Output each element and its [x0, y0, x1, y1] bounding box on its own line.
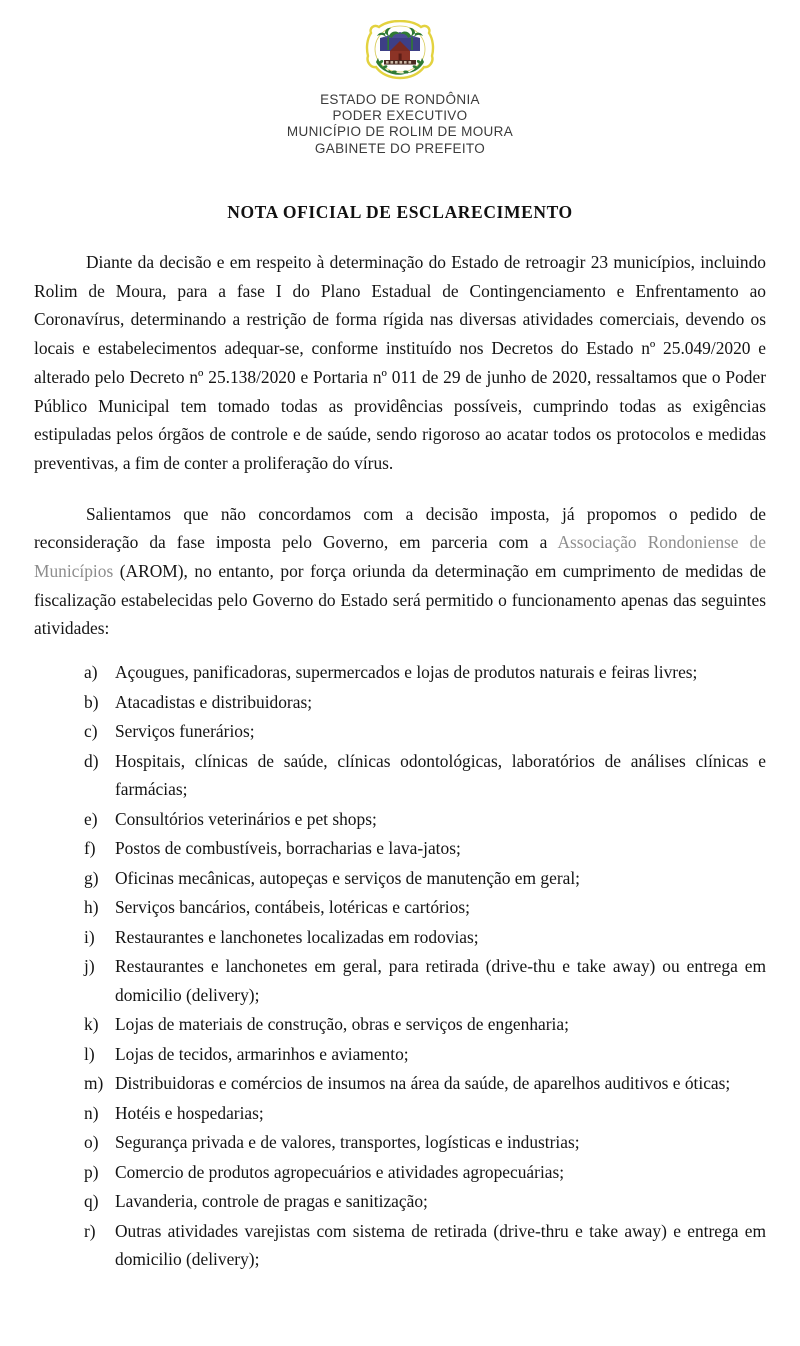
list-item — [84, 952, 766, 1009]
list-item-text: Distribuidoras e comércios de insumos na área da saúde, de aparelhos auditivos e óticas; — [115, 1073, 731, 1093]
list-item — [84, 834, 766, 863]
list-item-marker: h) — [84, 897, 99, 917]
list-item-marker: g) — [84, 867, 99, 888]
list-item-marker: b) — [84, 691, 99, 712]
list-item-marker: o) — [84, 1132, 99, 1152]
list-item-marker: f) — [84, 838, 96, 858]
list-item-marker: j) — [84, 956, 95, 976]
list-item — [84, 1069, 766, 1098]
list-item-marker: q) — [84, 1191, 99, 1211]
paragraph-1: Diante da decisão e em respeito à determinação do Estado de retroagir 23 municípios, incluindo Rolim de Moura, para a fase I do Plano Estadual de Contingenciamento e Enfrentamento ao Coronavírus, determinando a restrição de forma rígida nas diversas atividades comerciais, devendo os locais e estabelecimentos adequar-se, conforme instituído nos Decretos do Estado nº 25.049/2020 e alterado pelo Decreto nº 25.138/2020 e Portaria nº 011 de 29 de junho de 2020, ressaltamos que o Poder Público Municipal tem tomado todas as providências possíveis, cumprindo todas as exigências estipuladas pelos órgãos de controle e de saúde, sendo rigoroso ao acatar todos os protocolos e medidas preventivas, a fim de conter a proliferação do vírus. — [34, 252, 766, 473]
list-item-text: Oficinas mecânicas, autopeças e serviços de manutenção em geral; — [115, 867, 580, 888]
list-item-text: Atacadistas e distribuidoras; — [115, 691, 313, 712]
header-line-office: GABINETE DO PREFEITO — [314, 140, 486, 156]
list-item-marker: l) — [84, 1043, 95, 1064]
list-item-text: Segurança privada e de valores, transportes, logísticas e industrias; — [115, 1132, 580, 1152]
list-item-text: Comercio de produtos agropecuários e atividades agropecuárias; — [115, 1161, 565, 1182]
list-item — [84, 1158, 766, 1187]
list-item-marker: i) — [84, 926, 95, 947]
list-item-text: Hotéis e hospedarias; — [115, 1102, 264, 1123]
list-item-text: Consultórios veterinários e pet shops; — [115, 808, 377, 829]
list-item-text: Postos de combustíveis, borracharias e lava-jatos; — [115, 838, 461, 858]
list-item-text: Serviços bancários, contábeis, lotéricas e cartórios; — [115, 897, 470, 917]
list-item-marker: n) — [84, 1102, 99, 1123]
list-item-text: Lojas de tecidos, armarinhos e aviamento; — [115, 1043, 409, 1064]
list-item-marker: k) — [84, 1014, 99, 1034]
list-item-marker: a) — [84, 662, 98, 682]
document-body — [34, 248, 766, 643]
list-item-marker: e) — [84, 808, 98, 829]
list-item — [84, 923, 766, 952]
list-item — [84, 688, 766, 717]
paragraph-2 — [34, 500, 766, 644]
header-line-municipality: MUNICÍPIO DE ROLIM DE MOURA — [286, 124, 514, 140]
list-item — [84, 1010, 766, 1039]
list-item-text: Açougues, panificadoras, supermercados e lojas de produtos naturais e feiras livres; — [115, 662, 698, 682]
list-item — [84, 747, 766, 804]
list-item-marker: m) — [84, 1073, 104, 1093]
list-item — [84, 1217, 766, 1274]
paragraph-2-text-after: (AROM), no entanto, por força oriunda da determinação em cumprimento de medidas de fiscalização estabelecidas pelo Governo do Estado será permitido o funcionamento apenas das seguintes atividades: — [34, 561, 766, 639]
list-item — [84, 1128, 766, 1157]
list-item-text: Lavanderia, controle de pragas e sanitização; — [115, 1191, 428, 1211]
organization-header — [0, 92, 800, 157]
list-item-marker: c) — [84, 721, 98, 741]
list-item-marker: d) — [84, 750, 99, 771]
list-item — [84, 658, 766, 687]
emblem-container — [0, 20, 800, 82]
list-item-text: Restaurantes e lanchonetes localizadas em rodovias; — [115, 926, 479, 947]
list-item-marker: p) — [84, 1161, 99, 1182]
header-line-state: ESTADO DE RONDÔNIA — [320, 92, 480, 107]
arom-reference: Associação Rondoniense de Municípios — [34, 532, 766, 582]
list-item-text: Serviços funerários; — [115, 721, 255, 741]
page-title: NOTA OFICIAL DE ESCLARECIMENTO — [227, 202, 573, 222]
list-item-text: Restaurantes e lanchonetes em geral, para retirada (drive-thu e take away) ou entrega em domicilio (delivery); — [115, 956, 766, 1005]
list-item-text: Outras atividades varejistas com sistema de retirada (drive-thru e take away) e entrega em domicilio (delivery); — [115, 1220, 766, 1269]
list-item-text: Hospitais, clínicas de saúde, clínicas odontológicas, laboratórios de análises clínicas e farmácias; — [115, 750, 766, 799]
coat-of-arms-icon — [364, 20, 436, 82]
list-item — [84, 717, 766, 746]
list-item-marker: r) — [84, 1220, 96, 1241]
header-line-branch: PODER EXECUTIVO — [332, 108, 468, 124]
list-item — [84, 805, 766, 834]
list-item — [84, 1040, 766, 1069]
permitted-activities-list — [84, 658, 766, 1275]
list-item — [84, 864, 766, 893]
list-item — [84, 1187, 766, 1216]
paragraph-2-text-before: Salientamos que não concordamos com a decisão imposta, já propomos o pedido de reconsideração da fase imposta pelo Governo, em parceria com a — [34, 503, 766, 553]
list-item — [84, 893, 766, 922]
list-item-text: Lojas de materiais de construção, obras e serviços de engenharia; — [115, 1014, 569, 1034]
list-item — [84, 1099, 766, 1128]
